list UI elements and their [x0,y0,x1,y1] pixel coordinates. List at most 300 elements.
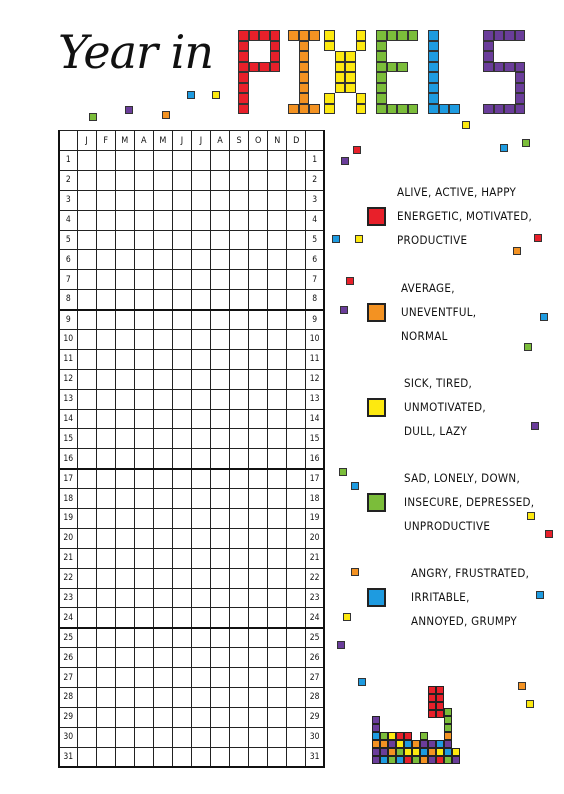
pixel-cell[interactable] [134,369,153,389]
pixel-cell[interactable] [287,389,306,409]
pixel-cell[interactable] [77,588,96,608]
pixel-cell[interactable] [134,210,153,230]
pixel-cell[interactable] [77,727,96,747]
pixel-cell[interactable] [249,250,268,270]
pixel-cell[interactable] [211,330,230,350]
pixel-cell[interactable] [77,151,96,171]
pixel-cell[interactable] [115,330,134,350]
pixel-cell[interactable] [153,210,172,230]
pixel-cell[interactable] [230,668,249,688]
pixel-cell[interactable] [191,310,210,330]
pixel-cell[interactable] [191,668,210,688]
pixel-cell[interactable] [153,528,172,548]
pixel-cell[interactable] [230,151,249,171]
pixel-cell[interactable] [249,668,268,688]
pixel-cell[interactable] [211,190,230,210]
pixel-cell[interactable] [268,509,287,529]
pixel-cell[interactable] [249,548,268,568]
pixel-cell[interactable] [191,707,210,727]
pixel-cell[interactable] [134,190,153,210]
pixel-cell[interactable] [268,489,287,509]
pixel-cell[interactable] [134,509,153,529]
pixel-cell[interactable] [96,210,115,230]
pixel-cell[interactable] [153,409,172,429]
pixel-cell[interactable] [153,489,172,509]
pixel-cell[interactable] [172,290,191,310]
pixel-cell[interactable] [230,190,249,210]
pixel-cell[interactable] [134,588,153,608]
pixel-cell[interactable] [191,170,210,190]
pixel-cell[interactable] [287,489,306,509]
pixel-cell[interactable] [249,330,268,350]
pixel-cell[interactable] [134,688,153,708]
pixel-cell[interactable] [287,429,306,449]
pixel-cell[interactable] [230,270,249,290]
pixel-cell[interactable] [230,648,249,668]
pixel-cell[interactable] [191,469,210,489]
pixel-cell[interactable] [287,469,306,489]
pixel-cell[interactable] [172,528,191,548]
pixel-cell[interactable] [191,151,210,171]
pixel-cell[interactable] [77,210,96,230]
pixel-cell[interactable] [287,648,306,668]
pixel-cell[interactable] [191,528,210,548]
pixel-cell[interactable] [134,250,153,270]
pixel-cell[interactable] [96,429,115,449]
pixel-cell[interactable] [96,369,115,389]
pixel-cell[interactable] [191,389,210,409]
pixel-cell[interactable] [211,608,230,628]
pixel-cell[interactable] [153,469,172,489]
pixel-cell[interactable] [211,707,230,727]
pixel-cell[interactable] [96,727,115,747]
pixel-cell[interactable] [230,707,249,727]
pixel-cell[interactable] [211,170,230,190]
pixel-cell[interactable] [96,707,115,727]
pixel-cell[interactable] [96,409,115,429]
pixel-cell[interactable] [268,409,287,429]
pixel-cell[interactable] [191,330,210,350]
pixel-cell[interactable] [77,449,96,469]
pixel-cell[interactable] [268,270,287,290]
pixel-cell[interactable] [249,349,268,369]
pixel-cell[interactable] [230,588,249,608]
pixel-cell[interactable] [172,628,191,648]
pixel-cell[interactable] [172,608,191,628]
pixel-cell[interactable] [172,727,191,747]
pixel-cell[interactable] [191,628,210,648]
pixel-cell[interactable] [96,688,115,708]
pixel-cell[interactable] [211,290,230,310]
pixel-cell[interactable] [287,707,306,727]
pixel-cell[interactable] [287,747,306,767]
pixel-cell[interactable] [249,489,268,509]
pixel-cell[interactable] [153,628,172,648]
pixel-cell[interactable] [115,290,134,310]
pixel-cell[interactable] [287,250,306,270]
pixel-cell[interactable] [249,429,268,449]
pixel-cell[interactable] [172,509,191,529]
pixel-cell[interactable] [172,270,191,290]
pixel-cell[interactable] [230,310,249,330]
pixel-cell[interactable] [134,330,153,350]
pixel-cell[interactable] [134,608,153,628]
pixel-cell[interactable] [153,688,172,708]
pixel-cell[interactable] [191,509,210,529]
pixel-cell[interactable] [96,151,115,171]
pixel-cell[interactable] [211,628,230,648]
pixel-cell[interactable] [77,230,96,250]
pixel-cell[interactable] [115,449,134,469]
pixel-cell[interactable] [268,528,287,548]
pixel-cell[interactable] [230,747,249,767]
pixel-cell[interactable] [153,588,172,608]
pixel-cell[interactable] [191,409,210,429]
pixel-cell[interactable] [77,270,96,290]
pixel-cell[interactable] [287,509,306,529]
pixel-cell[interactable] [115,688,134,708]
pixel-cell[interactable] [191,210,210,230]
pixel-cell[interactable] [172,170,191,190]
pixel-cell[interactable] [96,349,115,369]
pixel-cell[interactable] [191,230,210,250]
pixel-cell[interactable] [115,250,134,270]
pixel-cell[interactable] [96,290,115,310]
pixel-cell[interactable] [115,628,134,648]
pixel-cell[interactable] [230,170,249,190]
pixel-cell[interactable] [77,528,96,548]
pixel-cell[interactable] [115,528,134,548]
pixel-cell[interactable] [115,648,134,668]
pixel-cell[interactable] [172,548,191,568]
pixel-cell[interactable] [191,449,210,469]
pixel-cell[interactable] [172,210,191,230]
pixel-cell[interactable] [268,389,287,409]
pixel-cell[interactable] [287,409,306,429]
pixel-cell[interactable] [134,747,153,767]
pixel-cell[interactable] [96,528,115,548]
pixel-cell[interactable] [172,747,191,767]
pixel-cell[interactable] [191,747,210,767]
pixel-cell[interactable] [172,349,191,369]
pixel-cell[interactable] [153,747,172,767]
pixel-cell[interactable] [134,727,153,747]
pixel-cell[interactable] [115,707,134,727]
pixel-cell[interactable] [96,548,115,568]
pixel-cell[interactable] [230,469,249,489]
pixel-cell[interactable] [287,210,306,230]
pixel-cell[interactable] [191,688,210,708]
pixel-cell[interactable] [249,449,268,469]
pixel-cell[interactable] [211,429,230,449]
pixel-cell[interactable] [115,588,134,608]
pixel-cell[interactable] [268,369,287,389]
pixel-cell[interactable] [115,310,134,330]
pixel-cell[interactable] [172,250,191,270]
pixel-cell[interactable] [191,588,210,608]
pixel-cell[interactable] [153,568,172,588]
pixel-cell[interactable] [268,747,287,767]
pixel-cell[interactable] [77,469,96,489]
pixel-cell[interactable] [211,688,230,708]
pixel-cell[interactable] [249,190,268,210]
pixel-cell[interactable] [153,509,172,529]
pixel-cell[interactable] [153,668,172,688]
pixel-cell[interactable] [268,628,287,648]
pixel-cell[interactable] [211,349,230,369]
pixel-cell[interactable] [96,469,115,489]
pixel-cell[interactable] [268,548,287,568]
pixel-cell[interactable] [268,568,287,588]
pixel-cell[interactable] [115,489,134,509]
pixel-cell[interactable] [96,509,115,529]
pixel-cell[interactable] [115,727,134,747]
pixel-cell[interactable] [134,628,153,648]
pixel-cell[interactable] [172,489,191,509]
pixel-cell[interactable] [77,688,96,708]
pixel-cell[interactable] [249,648,268,668]
pixel-cell[interactable] [287,290,306,310]
pixel-cell[interactable] [249,389,268,409]
pixel-cell[interactable] [134,389,153,409]
pixel-cell[interactable] [268,170,287,190]
pixel-cell[interactable] [77,648,96,668]
pixel-cell[interactable] [191,290,210,310]
pixel-cell[interactable] [191,608,210,628]
pixel-cell[interactable] [134,548,153,568]
pixel-cell[interactable] [172,668,191,688]
pixel-cell[interactable] [77,707,96,727]
pixel-cell[interactable] [115,369,134,389]
pixel-cell[interactable] [115,170,134,190]
pixel-cell[interactable] [249,230,268,250]
pixel-cell[interactable] [211,528,230,548]
pixel-cell[interactable] [134,349,153,369]
pixel-cell[interactable] [268,151,287,171]
pixel-cell[interactable] [172,648,191,668]
pixel-cell[interactable] [249,170,268,190]
pixel-cell[interactable] [268,469,287,489]
pixel-cell[interactable] [96,747,115,767]
pixel-cell[interactable] [96,250,115,270]
pixel-cell[interactable] [287,151,306,171]
pixel-cell[interactable] [249,588,268,608]
pixel-cell[interactable] [172,568,191,588]
pixel-cell[interactable] [134,151,153,171]
pixel-cell[interactable] [287,310,306,330]
pixel-cell[interactable] [268,707,287,727]
pixel-cell[interactable] [268,668,287,688]
pixel-cell[interactable] [230,290,249,310]
pixel-cell[interactable] [77,429,96,449]
pixel-cell[interactable] [230,548,249,568]
pixel-cell[interactable] [268,588,287,608]
pixel-cell[interactable] [211,409,230,429]
pixel-cell[interactable] [211,449,230,469]
pixel-cell[interactable] [211,568,230,588]
pixel-cell[interactable] [77,608,96,628]
pixel-cell[interactable] [230,349,249,369]
pixel-cell[interactable] [115,190,134,210]
pixel-cell[interactable] [96,190,115,210]
pixel-cell[interactable] [172,429,191,449]
pixel-cell[interactable] [153,548,172,568]
pixel-cell[interactable] [230,369,249,389]
pixel-cell[interactable] [77,489,96,509]
pixel-cell[interactable] [153,230,172,250]
pixel-cell[interactable] [211,151,230,171]
pixel-cell[interactable] [96,230,115,250]
pixel-cell[interactable] [191,190,210,210]
pixel-cell[interactable] [77,668,96,688]
pixel-cell[interactable] [249,707,268,727]
pixel-cell[interactable] [230,628,249,648]
pixel-cell[interactable] [268,290,287,310]
pixel-cell[interactable] [96,170,115,190]
pixel-cell[interactable] [115,389,134,409]
pixel-cell[interactable] [230,608,249,628]
pixel-cell[interactable] [211,210,230,230]
pixel-cell[interactable] [153,648,172,668]
pixel-cell[interactable] [211,548,230,568]
pixel-cell[interactable] [153,270,172,290]
pixel-cell[interactable] [191,270,210,290]
pixel-cell[interactable] [115,349,134,369]
pixel-cell[interactable] [211,747,230,767]
pixel-cell[interactable] [77,509,96,529]
pixel-cell[interactable] [134,270,153,290]
pixel-cell[interactable] [172,449,191,469]
pixel-cell[interactable] [77,330,96,350]
pixel-cell[interactable] [115,270,134,290]
pixel-cell[interactable] [249,270,268,290]
pixel-cell[interactable] [211,727,230,747]
pixel-cell[interactable] [249,528,268,548]
pixel-cell[interactable] [249,369,268,389]
pixel-cell[interactable] [96,568,115,588]
pixel-cell[interactable] [96,628,115,648]
pixel-cell[interactable] [115,747,134,767]
pixel-cell[interactable] [249,151,268,171]
pixel-cell[interactable] [172,409,191,429]
pixel-cell[interactable] [287,568,306,588]
pixel-cell[interactable] [153,727,172,747]
pixel-cell[interactable] [134,648,153,668]
pixel-cell[interactable] [115,548,134,568]
pixel-cell[interactable] [172,230,191,250]
pixel-cell[interactable] [96,270,115,290]
pixel-cell[interactable] [77,369,96,389]
pixel-cell[interactable] [153,250,172,270]
pixel-cell[interactable] [211,250,230,270]
pixel-cell[interactable] [249,747,268,767]
pixel-cell[interactable] [211,369,230,389]
pixel-cell[interactable] [134,170,153,190]
pixel-cell[interactable] [153,707,172,727]
pixel-cell[interactable] [287,727,306,747]
pixel-cell[interactable] [249,210,268,230]
pixel-cell[interactable] [96,310,115,330]
pixel-cell[interactable] [153,389,172,409]
pixel-cell[interactable] [230,509,249,529]
pixel-cell[interactable] [96,588,115,608]
pixel-cell[interactable] [249,568,268,588]
pixel-cell[interactable] [211,489,230,509]
pixel-cell[interactable] [77,190,96,210]
pixel-cell[interactable] [230,250,249,270]
pixel-cell[interactable] [268,727,287,747]
pixel-cell[interactable] [115,568,134,588]
pixel-cell[interactable] [268,688,287,708]
pixel-cell[interactable] [230,688,249,708]
pixel-cell[interactable] [153,369,172,389]
pixel-cell[interactable] [249,409,268,429]
pixel-cell[interactable] [77,409,96,429]
pixel-cell[interactable] [172,389,191,409]
pixel-cell[interactable] [172,469,191,489]
pixel-cell[interactable] [230,230,249,250]
pixel-cell[interactable] [115,469,134,489]
pixel-cell[interactable] [230,568,249,588]
pixel-cell[interactable] [211,310,230,330]
pixel-cell[interactable] [287,170,306,190]
pixel-cell[interactable] [191,568,210,588]
pixel-cell[interactable] [172,688,191,708]
pixel-cell[interactable] [115,409,134,429]
pixel-cell[interactable] [115,668,134,688]
pixel-cell[interactable] [96,648,115,668]
pixel-cell[interactable] [172,151,191,171]
pixel-cell[interactable] [230,429,249,449]
pixel-cell[interactable] [172,707,191,727]
pixel-cell[interactable] [153,330,172,350]
pixel-cell[interactable] [268,230,287,250]
pixel-cell[interactable] [153,608,172,628]
pixel-cell[interactable] [268,648,287,668]
pixel-cell[interactable] [191,349,210,369]
pixel-cell[interactable] [287,608,306,628]
pixel-cell[interactable] [287,349,306,369]
pixel-cell[interactable] [115,151,134,171]
pixel-cell[interactable] [115,509,134,529]
pixel-cell[interactable] [268,349,287,369]
pixel-cell[interactable] [191,489,210,509]
pixel-cell[interactable] [153,429,172,449]
pixel-cell[interactable] [77,548,96,568]
pixel-cell[interactable] [211,230,230,250]
pixel-cell[interactable] [287,369,306,389]
pixel-cell[interactable] [191,429,210,449]
pixel-cell[interactable] [77,170,96,190]
pixel-cell[interactable] [134,409,153,429]
pixel-cell[interactable] [230,210,249,230]
pixel-cell[interactable] [249,469,268,489]
pixel-cell[interactable] [268,449,287,469]
pixel-cell[interactable] [268,250,287,270]
pixel-cell[interactable] [249,608,268,628]
pixel-cell[interactable] [211,648,230,668]
pixel-cell[interactable] [96,389,115,409]
pixel-cell[interactable] [172,190,191,210]
pixel-cell[interactable] [153,290,172,310]
pixel-cell[interactable] [287,528,306,548]
pixel-cell[interactable] [268,190,287,210]
pixel-cell[interactable] [153,190,172,210]
pixel-cell[interactable] [153,151,172,171]
pixel-cell[interactable] [191,250,210,270]
pixel-cell[interactable] [230,449,249,469]
pixel-cell[interactable] [134,568,153,588]
